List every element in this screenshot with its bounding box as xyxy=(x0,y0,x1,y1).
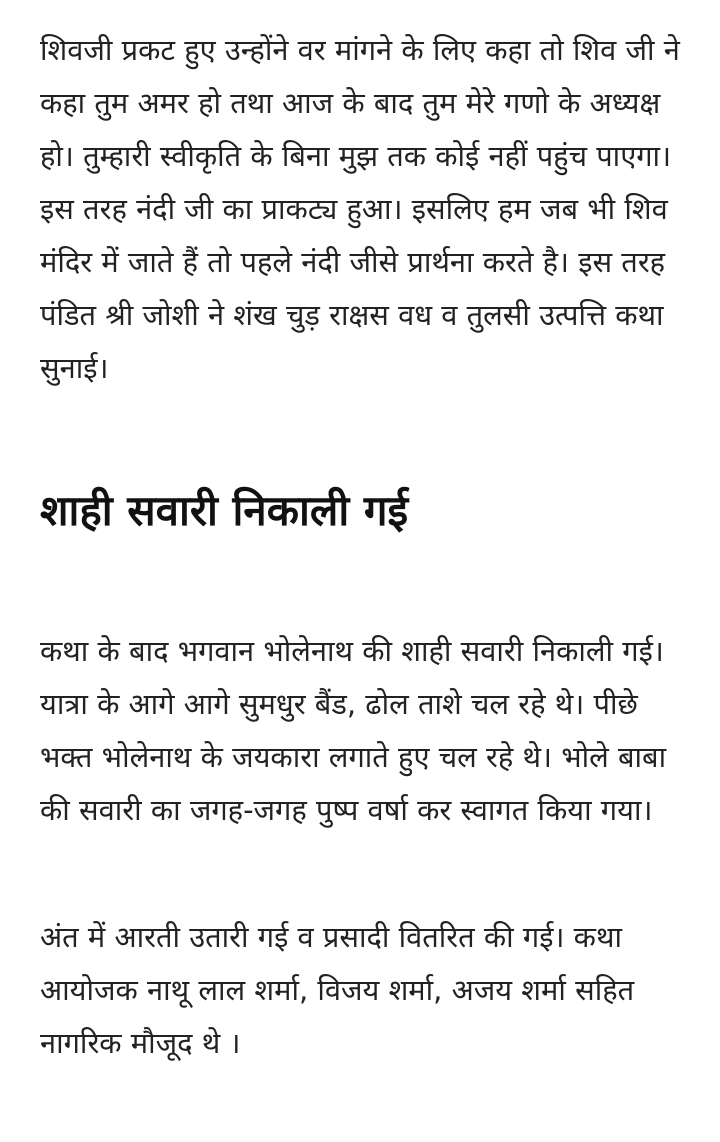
article-paragraph: शिवजी प्रकट हुए उन्होंने वर मांगने के लिए कहा तो शिव जी ने कहा तुम अमर हो तथा आज के बाद तुम मेरे गणो के अध्यक्ष हो। तुम्हारी स्वीकृति के बिना मुझ तक कोई नहीं पहुंच पाएगा। इस तरह नंदी जी का प्राकट्य हुआ। इसलिए हम जब भी शिव मंदिर में जाते हैं तो पहले नंदी जीसे प्रार्थना करते है। इस तरह पंडित श्री जोशी ने शंख चुड़ राक्षस वध व तुलसी उत्पत्ति कथा सुनाई। xyxy=(40,33,680,385)
article-body xyxy=(40,0,685,1070)
section-heading: शाही सवारी निकाली गई xyxy=(40,486,409,535)
article-paragraph: कथा के बाद भगवान भोलेनाथ की शाही सवारी निकाली गई। यात्रा के आगे आगे सुमधुर बैंड, ढोल ताशे चल रहे थे। पीछे भक्त भोलेनाथ के जयकारा लगाते हुए चल रहे थे। भोले बाबा की सवारी का जगह-जगह पुष्प वर्षा कर स्वागत किया गया। xyxy=(40,634,667,827)
article-paragraph: अंत में आरती उतारी गई व प्रसादी वितरित की गई। कथा आयोजक नाथू लाल शर्मा, विजय शर्मा, अजय शर्मा सहित नागरिक मौजूद थे । xyxy=(40,920,635,1060)
